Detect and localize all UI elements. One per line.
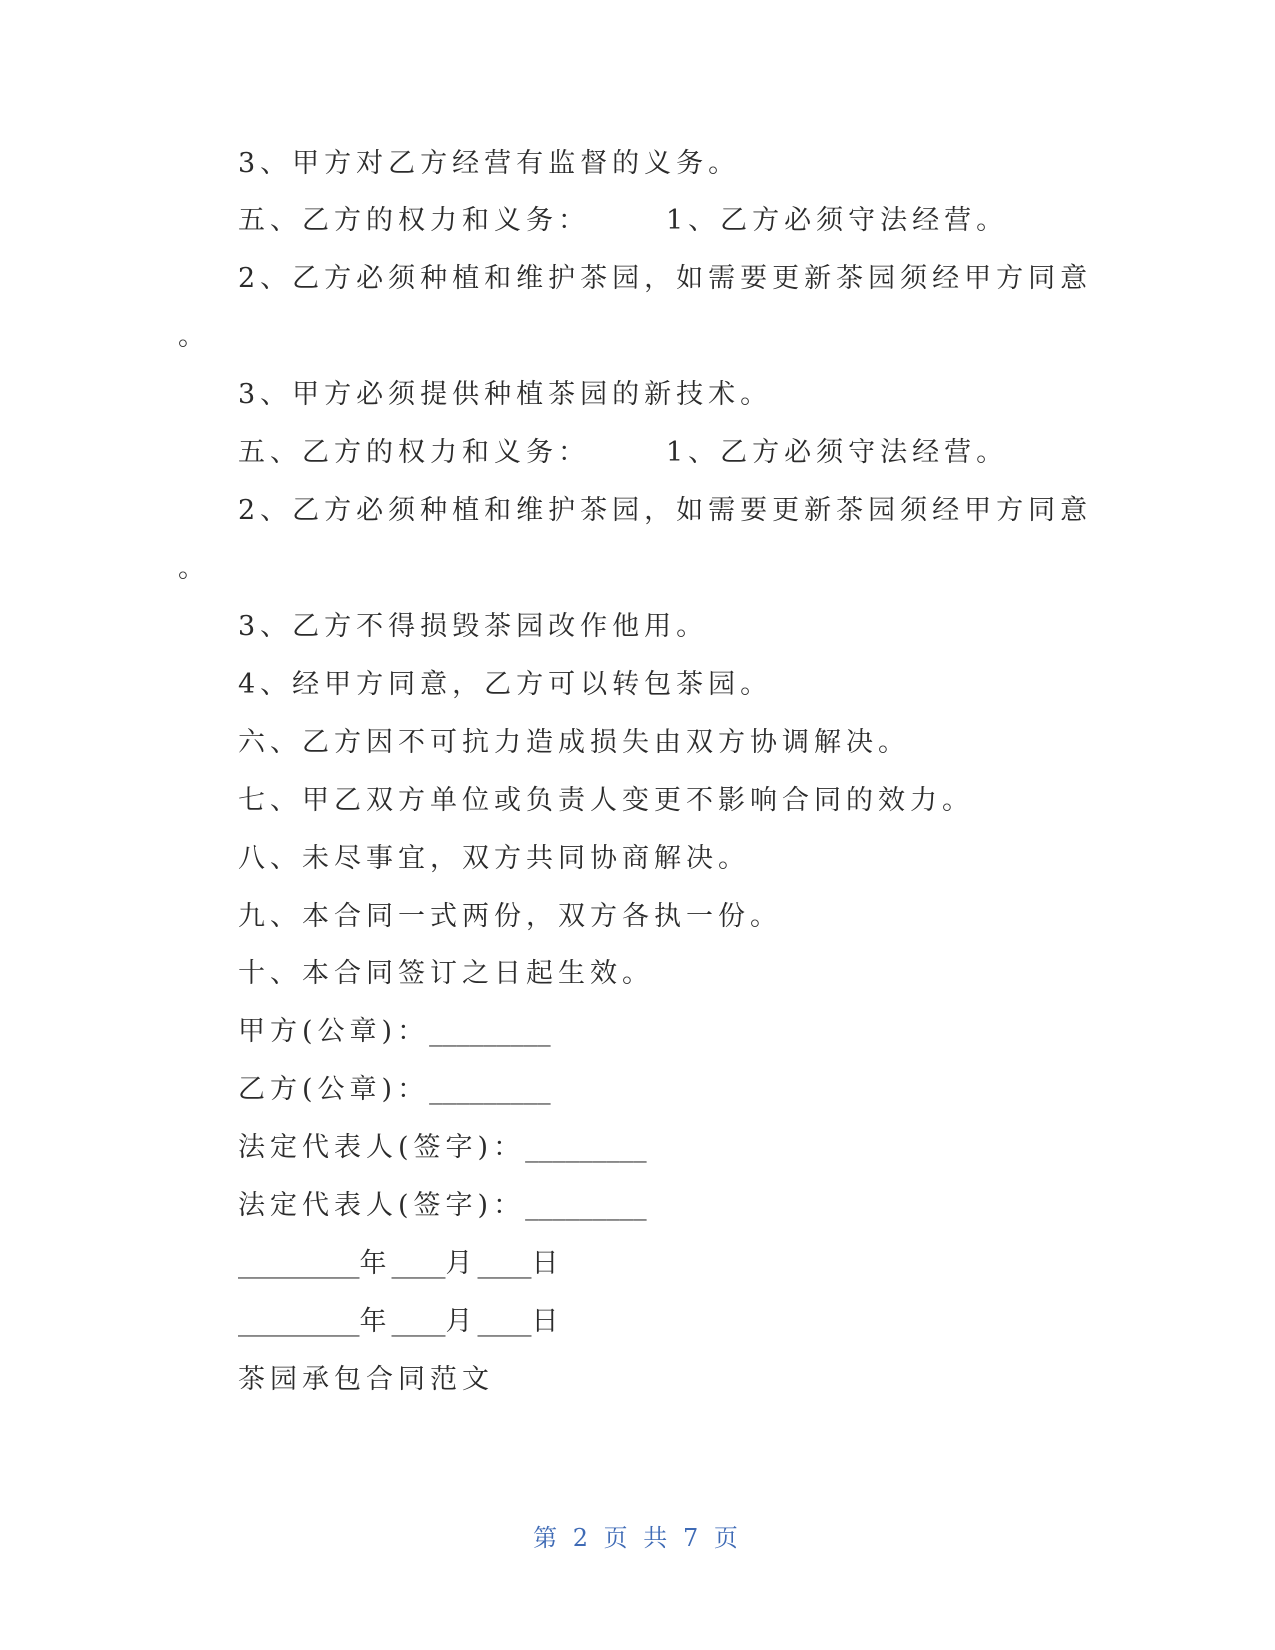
clause-text: 九、本合同一式两份，双方各执一份。	[238, 901, 782, 932]
day-label: 日	[531, 1248, 564, 1279]
year-blank: _________	[238, 1248, 360, 1279]
year-label: 年	[359, 1306, 392, 1337]
clause-text: 2、乙方必须种植和维护茶园，如需要更新茶园须经甲方同意	[238, 495, 1093, 526]
clause-line	[238, 494, 1092, 528]
clause-line	[238, 668, 772, 702]
year-label: 年	[359, 1248, 392, 1279]
signature-blank: _________	[429, 1016, 551, 1047]
clause-line	[238, 784, 974, 818]
date-line	[238, 1305, 564, 1339]
clause-line	[238, 957, 654, 991]
signature-rep-a	[238, 1131, 647, 1165]
clause-text: 1、乙方必须守法经营。	[666, 437, 1009, 468]
punctuation-wrap: 。	[178, 321, 210, 352]
page-total-number: 7	[682, 1524, 703, 1552]
signature-blank: _________	[525, 1190, 647, 1221]
month-label: 月	[445, 1306, 478, 1337]
signature-label: 乙方(公章)：	[238, 1074, 430, 1105]
clause-text: 十、本合同签订之日起生效。	[238, 958, 654, 989]
page-label-prefix: 第	[533, 1524, 562, 1552]
page-current-number: 2	[572, 1524, 593, 1552]
clause-line	[238, 726, 910, 760]
day-label: 日	[531, 1306, 564, 1337]
month-label: 月	[445, 1248, 478, 1279]
day-blank: ____	[477, 1248, 532, 1279]
clause-line	[178, 320, 210, 354]
clause-text: 1、乙方必须守法经营。	[666, 205, 1009, 236]
year-blank: _________	[238, 1306, 360, 1337]
clause-text: 六、乙方因不可抗力造成损失由双方协调解决。	[238, 727, 910, 758]
clause-heading: 五、乙方的权力和义务：	[238, 437, 590, 468]
signature-label: 法定代表人(签字)：	[238, 1190, 526, 1221]
signature-label: 法定代表人(签字)：	[238, 1132, 526, 1163]
clause-line	[238, 610, 708, 644]
month-blank: ____	[391, 1248, 446, 1279]
signature-blank: _________	[525, 1132, 647, 1163]
clause-text: 4、经甲方同意，乙方可以转包茶园。	[238, 669, 773, 700]
day-blank: ____	[477, 1306, 532, 1337]
month-blank: ____	[391, 1306, 446, 1337]
closing-title	[238, 1363, 494, 1397]
clause-line	[238, 204, 1008, 238]
clause-text: 3、甲方必须提供种植茶园的新技术。	[238, 379, 773, 410]
signature-blank: _________	[429, 1074, 551, 1105]
clause-line	[238, 147, 740, 181]
clause-line	[238, 262, 1092, 296]
clause-heading: 五、乙方的权力和义务：	[238, 205, 590, 236]
signature-party-b	[238, 1073, 551, 1107]
punctuation-wrap: 。	[178, 553, 210, 584]
date-line	[238, 1247, 564, 1281]
clause-line	[238, 842, 750, 876]
clause-line	[238, 900, 782, 934]
clause-line	[238, 378, 772, 412]
clause-line	[238, 436, 1008, 470]
signature-rep-b	[238, 1189, 647, 1223]
clause-text: 3、乙方不得损毁茶园改作他用。	[238, 611, 709, 642]
page-label-suffix: 页	[713, 1524, 742, 1552]
clause-text: 七、甲乙双方单位或负责人变更不影响合同的效力。	[238, 785, 974, 816]
page-footer	[0, 1523, 1275, 1553]
signature-label: 甲方(公章)：	[238, 1016, 430, 1047]
clause-line	[178, 552, 210, 586]
clause-text: 3、甲方对乙方经营有监督的义务。	[238, 148, 741, 179]
clause-text: 2、乙方必须种植和维护茶园，如需要更新茶园须经甲方同意	[238, 263, 1093, 294]
page-label-middle: 页 共	[603, 1524, 672, 1552]
signature-party-a	[238, 1015, 551, 1049]
clause-text: 八、未尽事宜，双方共同协商解决。	[238, 843, 750, 874]
closing-title-text: 茶园承包合同范文	[238, 1364, 494, 1395]
